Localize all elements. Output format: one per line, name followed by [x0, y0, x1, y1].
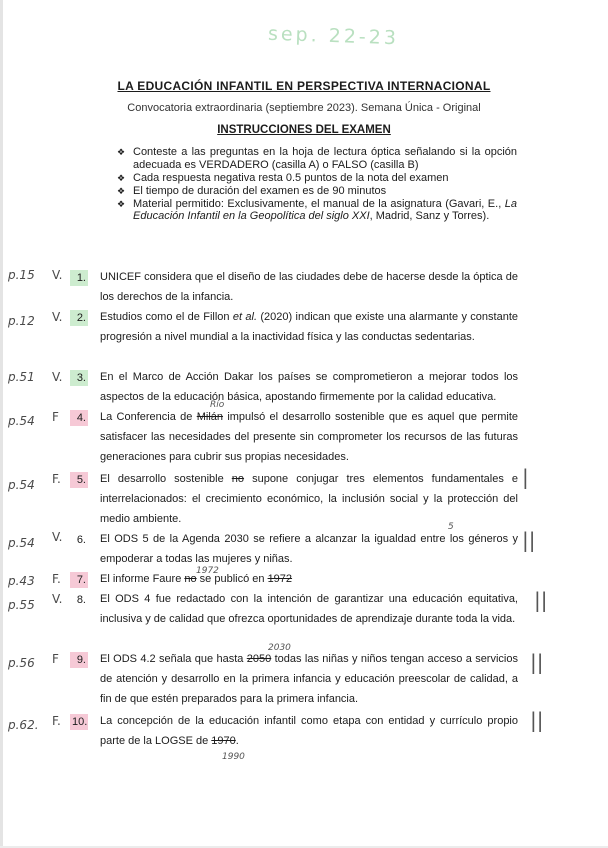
- handwritten-correction: 5: [448, 522, 454, 532]
- page-ref: p.56: [8, 656, 35, 670]
- handwritten-correction: 1990: [222, 752, 245, 762]
- answer-mark: V.: [52, 310, 63, 324]
- question-number: 6.: [76, 534, 86, 546]
- margin-tally-mark: |: [522, 465, 529, 489]
- question-7: El informe Faure no se publicó en 1972: [100, 573, 293, 585]
- margin-tally-mark: ||: [522, 528, 536, 552]
- page-ref: p.54: [8, 536, 35, 550]
- answer-mark: F.: [52, 472, 61, 486]
- page-ref: p.55: [8, 598, 35, 612]
- question-number: 5.: [70, 472, 88, 488]
- question-1: UNICEF considera que el diseño de las ciudades debe de hacerse desde la óptica de los derechos de la infancia.: [100, 271, 518, 303]
- handwritten-correction: Río: [210, 400, 225, 410]
- question-number: 3.: [70, 370, 88, 386]
- question-10: La concepción de la educación infantil como etapa con entidad y currículo propio parte de la LOGSE de 1970.: [100, 715, 518, 747]
- answer-mark: F.: [52, 714, 61, 728]
- instruction-item: ❖ El tiempo de duración del examen es de 90 minutos: [117, 184, 387, 197]
- margin-tally-mark: ||: [534, 588, 548, 612]
- manual-title: La Educación Infantil en la Geopolítica del siglo XXI: [133, 197, 517, 222]
- handwritten-correction: 1972: [196, 566, 219, 576]
- page-ref: p.54: [8, 478, 35, 492]
- bullet-icon: ❖: [117, 185, 126, 196]
- instruction-item: ❖ Material permitido: Exclusivamente, el manual de la asignatura (Gavari, E., La Educación Infantil en la Geopolítica del siglo XXI, Madrid, Sanz y Torres).: [117, 197, 517, 222]
- exam-title: LA EDUCACIÓN INFANTIL EN PERSPECTIVA INTERNACIONAL: [117, 79, 491, 93]
- question-4: La Conferencia de Milán impulsó el desarrollo sostenible que es aquel que permite satisfacer las necesidades del presente sin comprometer los recursos de las futuras generaciones para cubrir sus propias necesidades.: [100, 411, 518, 463]
- question-number: 4.: [70, 410, 88, 426]
- page-ref: p.43: [8, 574, 35, 588]
- page-ref: p.15: [8, 268, 35, 282]
- question-2: Estudios como el de Fillon et al. (2020) indican que existe una alarmante y constante progresión a nivel mundial a la inactividad física y las conductas sedentarias.: [100, 311, 518, 343]
- page-ref: p.12: [8, 314, 35, 328]
- question-number: 9.: [70, 652, 88, 668]
- answer-mark: V.: [52, 370, 63, 384]
- question-number: 7.: [70, 572, 88, 588]
- bullet-icon: ❖: [117, 147, 126, 157]
- answer-mark: F: [52, 652, 59, 666]
- question-8: El ODS 4 fue redactado con la intención de garantizar una educación equitativa, inclusiva y de calidad que ofrezca oportunidades de aprendizaje durante toda la vida.: [100, 593, 518, 625]
- question-number: 2.: [70, 310, 88, 326]
- question-number: 1.: [70, 270, 88, 286]
- bullet-icon: ❖: [117, 172, 126, 183]
- question-5: El desarrollo sostenible no supone conjugar tres elementos fundamentales e interrelacionados: el crecimiento económico, la inclusión social y la protección del medio ambiente.: [100, 473, 518, 525]
- instructions-title: INSTRUCCIONES DEL EXAMEN: [217, 124, 391, 136]
- answer-mark: V.: [52, 530, 63, 544]
- exam-subtitle: Convocatoria extraordinaria (septiembre 2023). Semana Única - Original: [127, 102, 481, 114]
- question-number: 10.: [72, 716, 88, 728]
- page-ref: p.54: [8, 414, 35, 428]
- handwritten-date: sep. 22-23: [267, 22, 400, 50]
- answer-mark: V.: [52, 268, 63, 282]
- question-9: El ODS 4.2 señala que hasta 2050 todas las niñas y niños tengan acceso a servicios de atención y desarrollo en la primera infancia y educación preescolar de calidad, a fin de que estén preparados para la primera infancia.: [100, 653, 518, 705]
- answer-mark: F: [52, 410, 59, 424]
- instructions-list: [117, 146, 517, 223]
- page-ref: p.62.: [8, 718, 39, 732]
- question-3: En el Marco de Acción Dakar los países se comprometieron a mejorar todos los aspectos de la educación básica, apostando firmemente por la calidad educativa.: [100, 371, 518, 403]
- handwritten-correction: 2030: [268, 643, 291, 653]
- margin-tally-mark: ||: [530, 650, 544, 674]
- question-number: 8.: [76, 594, 86, 606]
- question-6: El ODS 5 de la Agenda 2030 se refiere a alcanzar la igualdad entre los géneros y empoderar a todas las mujeres y niñas.: [100, 533, 518, 565]
- answer-mark: V.: [52, 592, 63, 606]
- answer-mark: F.: [52, 572, 61, 586]
- instruction-item: ❖ Cada respuesta negativa resta 0.5 puntos de la nota del examen: [117, 171, 449, 184]
- bullet-icon: ❖: [117, 198, 126, 209]
- margin-tally-mark: ||: [530, 708, 544, 732]
- page-ref: p.51: [8, 370, 35, 384]
- instruction-item: ❖ Conteste a las preguntas en la hoja de lectura óptica señalando si la opción adecuada es VERDADERO (casilla A) o FALSO (casilla B): [117, 146, 517, 171]
